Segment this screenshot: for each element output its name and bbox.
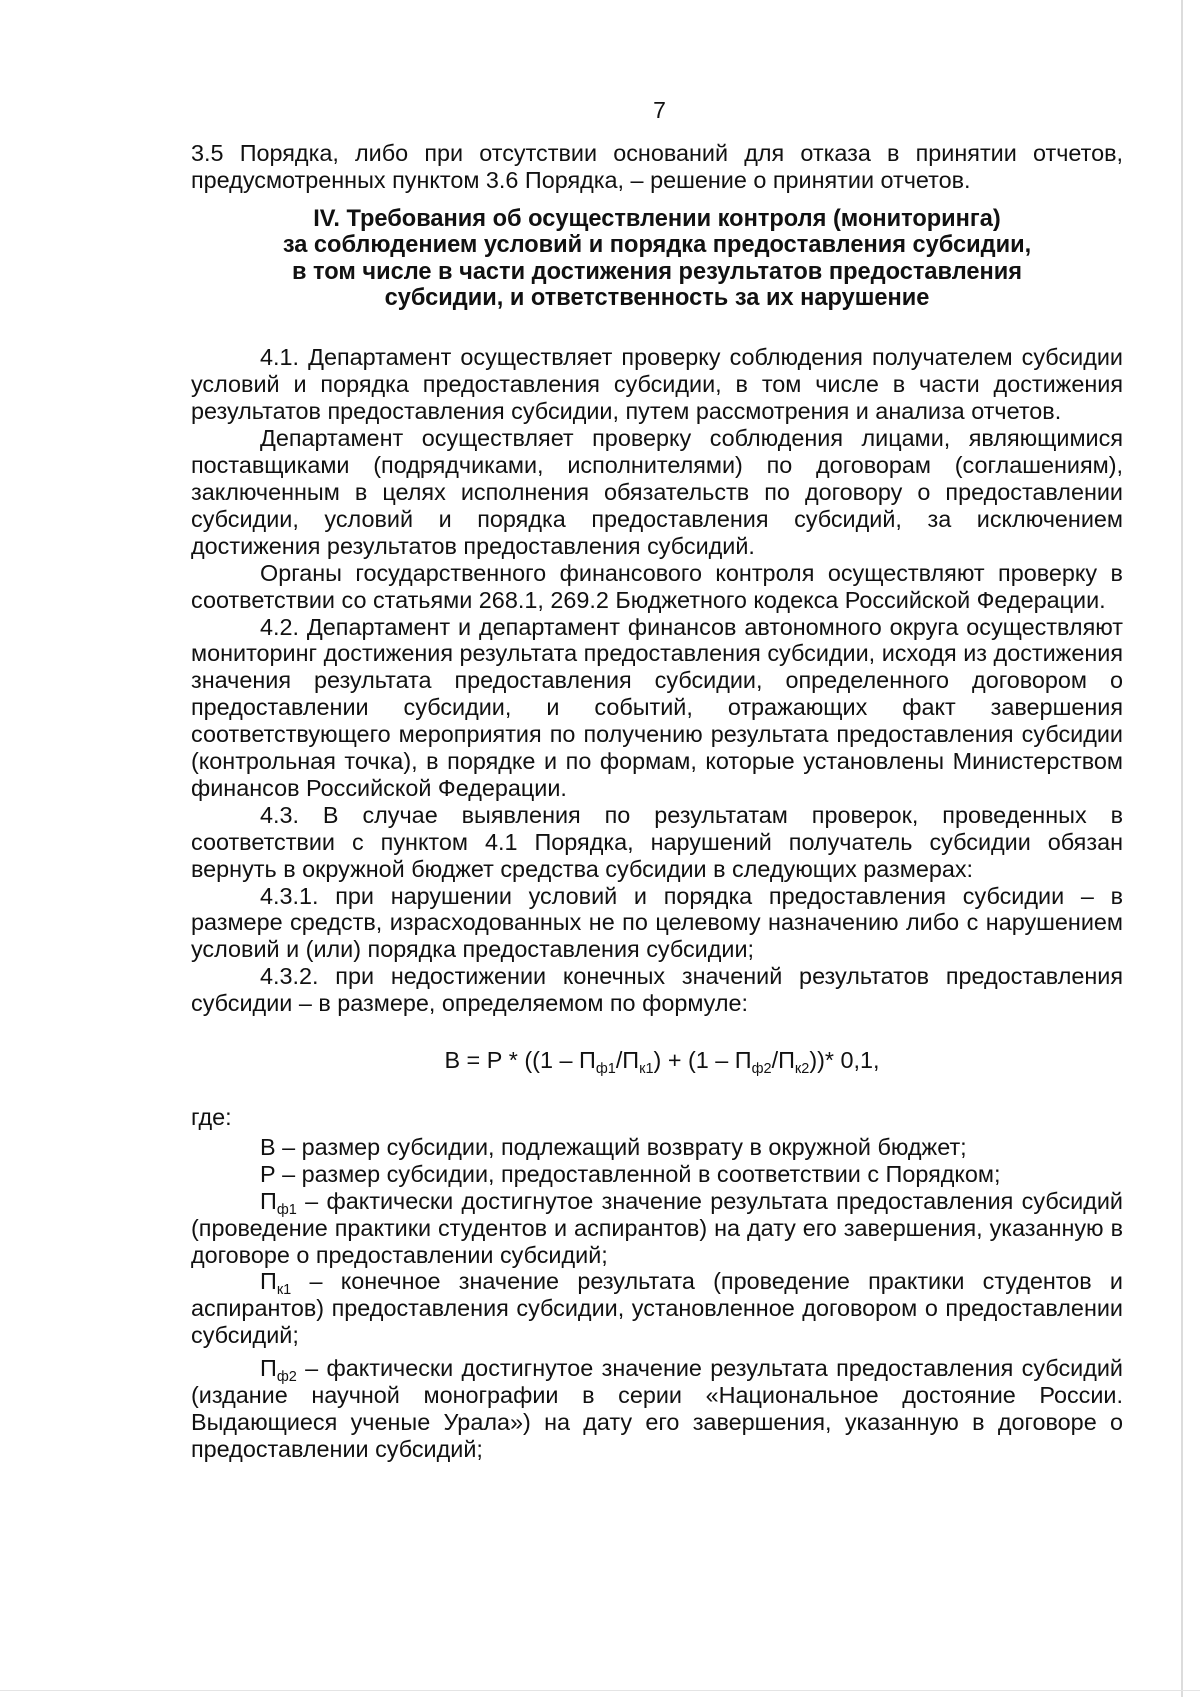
paragraph-4-3: 4.3. В случае выявления по результатам проверок, проведенных в соответствии с пунктом 4.1 Порядка, нарушений получатель субсидии обязан вернуть в окружной бюджет средства субсидии в следующих размерах: [191, 801, 1123, 882]
section-title-line-2: за соблюдением условий и порядка предоставления субсидии, [282, 232, 1032, 259]
formula-part: ) + (1 – П [653, 1047, 752, 1074]
term-symbol: П [260, 1187, 277, 1214]
definition-text: – фактически достигнутое значение результата предоставления субсидий (проведение практики студентов и аспирантов) на дату его завершения, указанную в договоре о предоставлении субсидий; [191, 1187, 1123, 1268]
term-pf1 [260, 1187, 297, 1218]
refund-formula [191, 1047, 1123, 1078]
scan-bottom-line [0, 1690, 1200, 1691]
section-title-line-4: субсидии, и ответственность за их нарушение [384, 285, 930, 312]
formula-subscript: к1 [639, 1061, 654, 1078]
formula-part: ))* 0,1, [809, 1047, 880, 1074]
paragraph-4-1-control-bodies: Органы государственного финансового контроля осуществляют проверку в соответствии со статьями 268.1, 269.2 Бюджетного кодекса Российской Федерации. [191, 559, 1123, 613]
formula-subscript: ф2 [751, 1061, 772, 1078]
definition-text: – фактически достигнутое значение результата предоставления субсидий (издание научной монографии в серии «Национальное достояние России. Выдающиеся ученые Урала») на дату его завершения, указанную в договоре о предоставлении субсидий; [191, 1355, 1123, 1462]
formula-part: /П [615, 1047, 640, 1074]
term-symbol: П [260, 1355, 277, 1382]
scan-edge-line [1181, 0, 1183, 1697]
term-pk1 [260, 1268, 292, 1299]
definition-pk1 [191, 1268, 1123, 1349]
paragraph-4-2: 4.2. Департамент и департамент финансов автономного округа осуществляют мониторинг достижения результата предоставления субсидии, исходя из достижения значения результата предоставления субсидии, определенного договором о предоставлении субсидии, и событий, отражающих факт завершения соответствующего мероприятия по получению результата предоставления субсидии (контрольная точка), в порядке и по формам, которые установлены Министерством финансов Российской Федерации. [191, 613, 1123, 801]
page-number: 7 [653, 97, 666, 123]
paragraph-4-1: 4.1. Департамент осуществляет проверку соблюдения получателем субсидии условий и порядка предоставления субсидии, в том числе в части достижения результатов предоставления субсидии, путем рассмотрения и анализа отчетов. [191, 344, 1123, 425]
paragraph-4-3-1: 4.3.1. при нарушении условий и порядка предоставления субсидии – в размере средств, израсходованных не по целевому назначению либо с нарушением условий и (или) порядка предоставления субсидии; [191, 882, 1123, 963]
formula-subscript: ф1 [595, 1061, 616, 1078]
section-title [191, 206, 1123, 312]
definition-text: – конечное значение результата (проведение практики студентов и аспирантов) предоставления субсидии, установленное договором о предоставлении субсидий; [191, 1268, 1123, 1349]
where-label: где: [191, 1104, 232, 1130]
document-body [191, 140, 1123, 1463]
intro-paragraph: 3.5 Порядка, либо при отсутствии оснований для отказа в принятии отчетов, предусмотренных пунктом 3.6 Порядка, – решение о принятии отчетов. [191, 140, 1123, 193]
section-title-line-3: в том числе в части достижения результатов предоставления [291, 258, 1023, 285]
paragraph-4-1-suppliers: Департамент осуществляет проверку соблюдения лицами, являющимися поставщиками (подрядчиками, исполнителями) по договорам (соглашениям), заключенным в целях исполнения обязательств по договору о предоставлении субсидии, условий и порядка предоставления субсидий, за исключением достижения результатов предоставления субсидий. [191, 425, 1123, 559]
definition-r: Р – размер субсидии, предоставленной в соответствии с Порядком; [260, 1160, 1001, 1187]
formula-part: В = Р * ((1 – П [444, 1047, 596, 1074]
formula-part: /П [771, 1047, 795, 1074]
term-subscript: ф2 [276, 1369, 297, 1386]
definition-pf1 [191, 1188, 1123, 1269]
definition-v: В – размер субсидии, подлежащий возврату в окружной бюджет; [260, 1133, 967, 1160]
paragraph-4-3-2: 4.3.2. при недостижении конечных значений результатов предоставления субсидии – в размере, определяемом по формуле: [191, 963, 1123, 1017]
term-subscript: ф1 [276, 1201, 297, 1218]
term-symbol: П [260, 1268, 277, 1295]
definition-pf2 [191, 1355, 1123, 1463]
term-subscript: к1 [276, 1282, 292, 1299]
section-title-line-1: IV. Требования об осуществлении контроля (мониторинга) [313, 205, 1001, 232]
term-pf2 [260, 1355, 297, 1386]
formula-subscript: к2 [794, 1061, 810, 1078]
